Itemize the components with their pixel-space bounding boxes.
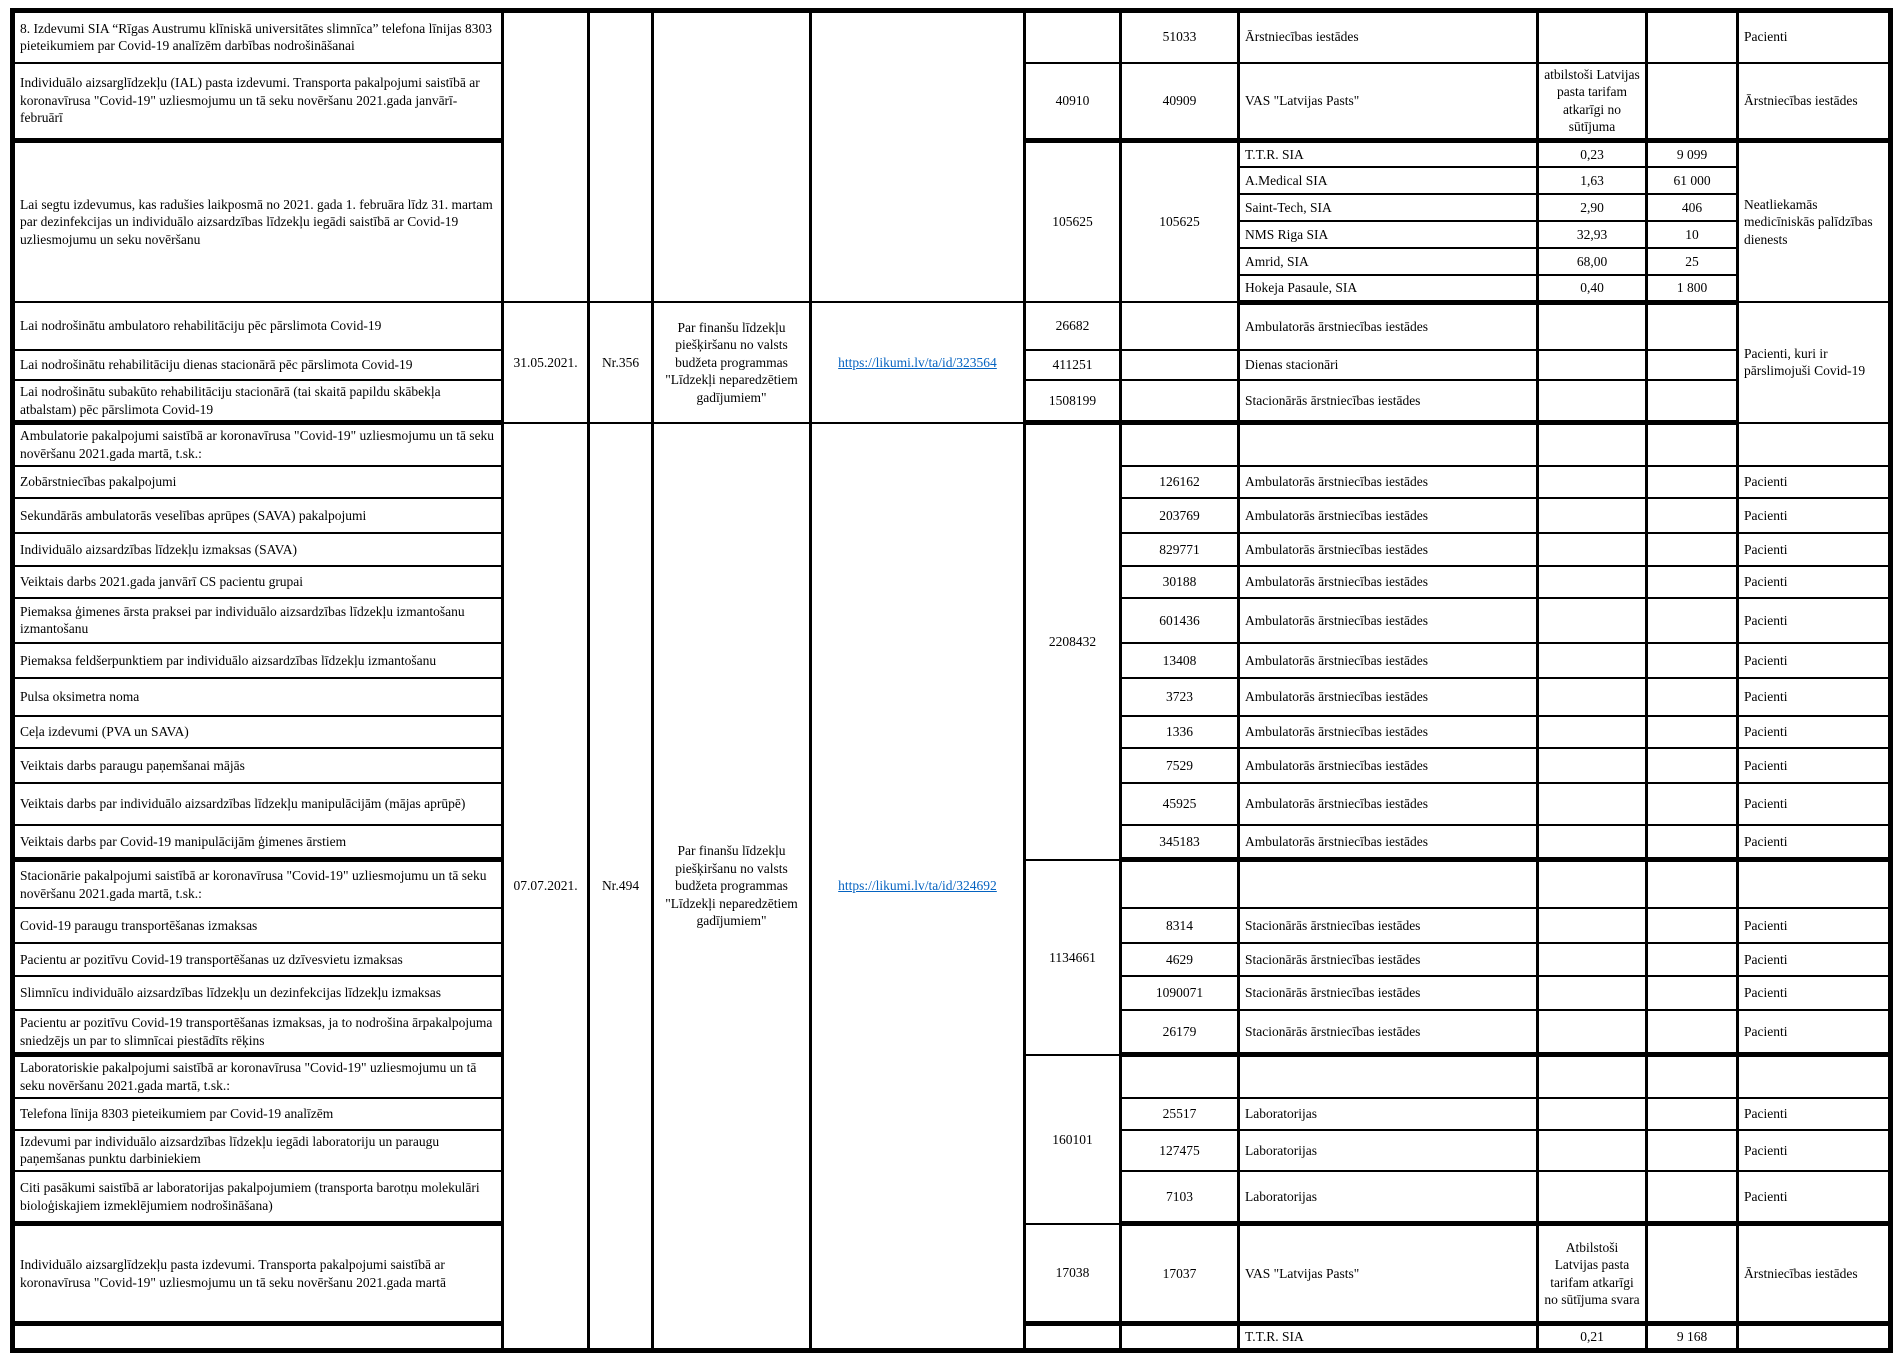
used-amount-cell: 40909 [1121, 63, 1239, 141]
tariff-cell: Atbilstoši Latvijas pasta tarifam atkarīgi no sūtījuma svara [1538, 1224, 1647, 1324]
quantity-cell [1647, 1130, 1738, 1171]
recipient-name-cell: Ambulatorās ārstniecības iestādes [1239, 566, 1538, 598]
recipient-name-cell: Laboratorijas [1239, 1171, 1538, 1224]
recipient-name-cell: VAS "Latvijas Pasts" [1239, 63, 1538, 141]
tariff-cell: 1,63 [1538, 167, 1647, 194]
final-recipient-cell: Pacienti [1738, 908, 1891, 943]
tariff-cell [1538, 643, 1647, 678]
recipient-name-cell: Laboratorijas [1239, 1098, 1538, 1130]
recipient-name-cell: Ambulatorās ārstniecības iestādes [1239, 466, 1538, 498]
purpose-cell [653, 11, 811, 303]
used-amount-cell: 8314 [1121, 908, 1239, 943]
used-amount-cell: 45925 [1121, 783, 1239, 825]
used-amount-cell [1121, 1055, 1239, 1098]
allocated-amount-cell: 160101 [1025, 1055, 1121, 1224]
final-recipient-cell: Pacienti [1738, 748, 1891, 783]
expense-description-cell: Individuālo aizsarglīdzekļu (IAL) pasta izdevumi. Transporta pakalpojumi saistībā ar koronavīrusa "Covid-19" uzliesmojumu un tā seku novēršanu 2021.gada janvārī-februārī [13, 63, 503, 141]
quantity-cell [1647, 1171, 1738, 1224]
used-amount-cell: 1090071 [1121, 976, 1239, 1010]
quantity-cell: 406 [1647, 194, 1738, 221]
expense-description-cell: Lai nodrošinātu ambulatoro rehabilitāciju pēc pārslimota Covid-19 [13, 302, 503, 350]
tariff-cell: 2,90 [1538, 194, 1647, 221]
used-amount-cell: 203769 [1121, 498, 1239, 533]
expense-description-cell: Telefona līnija 8303 pieteikumiem par Covid-19 analīzēm [13, 1098, 503, 1130]
quantity-cell [1647, 63, 1738, 141]
recipient-name-cell: T.T.R. SIA [1239, 140, 1538, 167]
likumi-link[interactable]: https://likumi.lv/ta/id/324692 [838, 878, 997, 894]
recipient-name-cell: Stacionārās ārstniecības iestādes [1239, 380, 1538, 423]
quantity-cell [1647, 1098, 1738, 1130]
quantity-cell [1647, 678, 1738, 716]
tariff-cell [1538, 825, 1647, 860]
quantity-cell [1647, 302, 1738, 350]
quantity-cell [1647, 1055, 1738, 1098]
final-recipient-cell [1738, 1324, 1891, 1351]
quantity-cell: 9 168 [1647, 1324, 1738, 1351]
final-recipient-cell: Pacienti [1738, 976, 1891, 1010]
purpose-cell: Par finanšu līdzekļu piešķiršanu no valsts budžeta programmas "Līdzekļi neparedzētiem gadījumiem" [653, 423, 811, 1351]
quantity-cell [1647, 976, 1738, 1010]
used-amount-cell: 4629 [1121, 943, 1239, 976]
final-recipient-cell: Neatliekamās medicīniskās palīdzības dienests [1738, 140, 1891, 302]
recipient-name-cell: Stacionārās ārstniecības iestādes [1239, 943, 1538, 976]
quantity-cell [1647, 566, 1738, 598]
tariff-cell: 0,21 [1538, 1324, 1647, 1351]
recipient-name-cell [1239, 860, 1538, 908]
tariff-cell [1538, 380, 1647, 423]
quantity-cell [1647, 783, 1738, 825]
expense-description-cell: Citi pasākumi saistībā ar laboratorijas pakalpojumiem (transporta barotņu molekulāri bioloģiskajiem izmeklējumiem nodrošināšana) [13, 1171, 503, 1224]
recipient-name-cell: T.T.R. SIA [1239, 1324, 1538, 1351]
final-recipient-cell: Pacienti [1738, 1130, 1891, 1171]
tariff-cell [1538, 908, 1647, 943]
tariff-cell [1538, 598, 1647, 643]
final-recipient-cell: Pacienti [1738, 716, 1891, 748]
expense-description-cell: Piemaksa feldšerpunktiem par individuālo aizsardzības līdzekļu izmantošanu [13, 643, 503, 678]
quantity-cell [1647, 860, 1738, 908]
recipient-name-cell: Dienas stacionāri [1239, 350, 1538, 380]
tariff-cell: 0,40 [1538, 275, 1647, 302]
final-recipient-cell: Pacienti [1738, 678, 1891, 716]
expense-description-cell: Veiktais darbs 2021.gada janvārī CS pacientu grupai [13, 566, 503, 598]
tariff-cell [1538, 498, 1647, 533]
recipient-name-cell: Stacionārās ārstniecības iestādes [1239, 1010, 1538, 1055]
recipient-name-cell [1239, 1055, 1538, 1098]
tariff-cell [1538, 860, 1647, 908]
expense-description-cell: Lai segtu izdevumus, kas radušies laikposmā no 2021. gada 1. februāra līdz 31. martam par dezinfekcijas un individuālo aizsardzības līdzekļu iegādi saistībā ar Covid-19 uzliesmojumu un seku novēršanu [13, 140, 503, 302]
tariff-cell: 0,23 [1538, 140, 1647, 167]
quantity-cell [1647, 11, 1738, 63]
expense-description-cell [13, 1324, 503, 1351]
recipient-name-cell: Ambulatorās ārstniecības iestādes [1239, 598, 1538, 643]
expense-description-cell: Pulsa oksimetra noma [13, 678, 503, 716]
expense-description-cell: Piemaksa ģimenes ārsta praksei par individuālo aizsardzības līdzekļu izmantošanu izmantošanu [13, 598, 503, 643]
expense-description-cell: Individuālo aizsarglīdzekļu pasta izdevumi. Transporta pakalpojumi saistībā ar koronavīrusa "Covid-19" uzliesmojumu un tā seku novēršanu 2021.gada martā [13, 1224, 503, 1324]
recipient-name-cell: VAS "Latvijas Pasts" [1239, 1224, 1538, 1324]
recipient-name-cell: Ārstniecības iestādes [1239, 11, 1538, 63]
tariff-cell [1538, 11, 1647, 63]
recipient-name-cell: A.Medical SIA [1239, 167, 1538, 194]
expense-description-cell: Ceļa izdevumi (PVA un SAVA) [13, 716, 503, 748]
tariff-cell [1538, 678, 1647, 716]
recipient-name-cell: Laboratorijas [1239, 1130, 1538, 1171]
tariff-cell [1538, 566, 1647, 598]
final-recipient-cell: Pacienti [1738, 466, 1891, 498]
final-recipient-cell [1738, 423, 1891, 466]
used-amount-cell [1121, 423, 1239, 466]
quantity-cell [1647, 716, 1738, 748]
used-amount-cell [1121, 350, 1239, 380]
used-amount-cell: 126162 [1121, 466, 1239, 498]
quantity-cell [1647, 1224, 1738, 1324]
recipient-name-cell: Stacionārās ārstniecības iestādes [1239, 976, 1538, 1010]
recipient-name-cell: Hokeja Pasaule, SIA [1239, 275, 1538, 302]
expense-description-cell: Covid-19 paraugu transportēšanas izmaksas [13, 908, 503, 943]
recipient-name-cell: Amrid, SIA [1239, 248, 1538, 275]
quantity-cell [1647, 598, 1738, 643]
recipient-name-cell: NMS Riga SIA [1239, 221, 1538, 248]
tariff-cell [1538, 943, 1647, 976]
legal-link-cell [811, 11, 1025, 303]
used-amount-cell [1121, 380, 1239, 423]
recipient-name-cell: Ambulatorās ārstniecības iestādes [1239, 498, 1538, 533]
quantity-cell [1647, 643, 1738, 678]
final-recipient-cell [1738, 860, 1891, 908]
tariff-cell [1538, 748, 1647, 783]
table-row [13, 423, 1891, 466]
purpose-cell: Par finanšu līdzekļu piešķiršanu no valsts budžeta programmas "Līdzekļi neparedzētiem gadījumiem" [653, 302, 811, 423]
order-number-cell: Nr.494 [589, 423, 653, 1351]
recipient-name-cell: Ambulatorās ārstniecības iestādes [1239, 783, 1538, 825]
quantity-cell [1647, 943, 1738, 976]
tariff-cell [1538, 423, 1647, 466]
expense-description-cell: Veiktais darbs par individuālo aizsardzības līdzekļu manipulācijām (mājas aprūpē) [13, 783, 503, 825]
quantity-cell: 1 800 [1647, 275, 1738, 302]
quantity-cell [1647, 466, 1738, 498]
recipient-name-cell: Stacionārās ārstniecības iestādes [1239, 908, 1538, 943]
decision-date-cell: 07.07.2021. [503, 423, 589, 1351]
quantity-cell [1647, 533, 1738, 566]
used-amount-cell: 7529 [1121, 748, 1239, 783]
quantity-cell [1647, 748, 1738, 783]
recipient-name-cell: Ambulatorās ārstniecības iestādes [1239, 533, 1538, 566]
expense-description-cell: Lai nodrošinātu subakūto rehabilitāciju stacionārā (tai skaitā papildu skābekļa atbalstam) pēc pārslimota Covid-19 [13, 380, 503, 423]
final-recipient-cell: Pacienti [1738, 643, 1891, 678]
expense-description-cell: Ambulatorie pakalpojumi saistībā ar koronavīrusa "Covid-19" uzliesmojumu un tā seku novēršanu 2021.gada martā, t.sk.: [13, 423, 503, 466]
tariff-cell: atbilstoši Latvijas pasta tarifam atkarīgi no sūtījuma [1538, 63, 1647, 141]
decision-date-cell [503, 11, 589, 303]
tariff-cell [1538, 1130, 1647, 1171]
expense-description-cell: Pacientu ar pozitīvu Covid-19 transportēšanas izmaksas, ja to nodrošina ārpakalpojuma sniedzējs un par to slimnīcai piestādīts rēķins [13, 1010, 503, 1055]
used-amount-cell: 601436 [1121, 598, 1239, 643]
used-amount-cell [1121, 860, 1239, 908]
order-number-cell [589, 11, 653, 303]
recipient-name-cell: Ambulatorās ārstniecības iestādes [1239, 678, 1538, 716]
expense-description-cell: Zobārstniecības pakalpojumi [13, 466, 503, 498]
expense-description-cell: Pacientu ar pozitīvu Covid-19 transportēšanas uz dzīvesvietu izmaksas [13, 943, 503, 976]
final-recipient-cell: Pacienti [1738, 566, 1891, 598]
expense-description-cell: Stacionārie pakalpojumi saistībā ar koronavīrusa "Covid-19" uzliesmojumu un tā seku novēršanu 2021.gada martā, t.sk.: [13, 860, 503, 908]
tariff-cell [1538, 1010, 1647, 1055]
quantity-cell [1647, 1010, 1738, 1055]
final-recipient-cell [1738, 1055, 1891, 1098]
tariff-cell [1538, 302, 1647, 350]
used-amount-cell: 17037 [1121, 1224, 1239, 1324]
used-amount-cell: 3723 [1121, 678, 1239, 716]
likumi-link[interactable]: https://likumi.lv/ta/id/323564 [838, 354, 997, 370]
quantity-cell: 25 [1647, 248, 1738, 275]
expense-description-cell: Lai nodrošinātu rehabilitāciju dienas stacionārā pēc pārslimota Covid-19 [13, 350, 503, 380]
tariff-cell [1538, 783, 1647, 825]
used-amount-cell: 1336 [1121, 716, 1239, 748]
final-recipient-cell: Pacienti [1738, 498, 1891, 533]
tariff-cell [1538, 1098, 1647, 1130]
order-number-cell: Nr.356 [589, 302, 653, 423]
quantity-cell: 9 099 [1647, 140, 1738, 167]
allocated-amount-cell [1025, 1324, 1121, 1351]
used-amount-cell: 7103 [1121, 1171, 1239, 1224]
quantity-cell [1647, 908, 1738, 943]
used-amount-cell: 30188 [1121, 566, 1239, 598]
expense-table-body [13, 11, 1891, 1351]
final-recipient-cell: Ārstniecības iestādes [1738, 63, 1891, 141]
final-recipient-cell: Pacienti [1738, 783, 1891, 825]
legal-link-cell [811, 423, 1025, 1351]
expense-table [10, 8, 1893, 1353]
tariff-cell [1538, 716, 1647, 748]
used-amount-cell: 345183 [1121, 825, 1239, 860]
expense-description-cell: Sekundārās ambulatorās veselības aprūpes (SAVA) pakalpojumi [13, 498, 503, 533]
final-recipient-cell: Pacienti [1738, 1171, 1891, 1224]
tariff-cell [1538, 976, 1647, 1010]
final-recipient-cell: Ārstniecības iestādes [1738, 1224, 1891, 1324]
recipient-name-cell: Ambulatorās ārstniecības iestādes [1239, 748, 1538, 783]
final-recipient-cell: Pacienti [1738, 1098, 1891, 1130]
allocated-amount-cell: 2208432 [1025, 423, 1121, 860]
expense-description-cell: Veiktais darbs paraugu paņemšanai mājās [13, 748, 503, 783]
quantity-cell: 10 [1647, 221, 1738, 248]
allocated-amount-cell: 40910 [1025, 63, 1121, 141]
table-row [13, 302, 1891, 350]
recipient-name-cell: Ambulatorās ārstniecības iestādes [1239, 643, 1538, 678]
expense-description-cell: Laboratoriskie pakalpojumi saistībā ar koronavīrusa "Covid-19" uzliesmojumu un tā seku novēršanu 2021.gada martā, t.sk.: [13, 1055, 503, 1098]
used-amount-cell: 829771 [1121, 533, 1239, 566]
expense-description-cell: Veiktais darbs par Covid-19 manipulācijām ģimenes ārstiem [13, 825, 503, 860]
expense-description-cell: Izdevumi par individuālo aizsardzības līdzekļu iegādi laboratoriju un paraugu paņemšanas punktu darbiniekiem [13, 1130, 503, 1171]
quantity-cell [1647, 423, 1738, 466]
allocated-amount-cell: 26682 [1025, 302, 1121, 350]
final-recipient-cell: Pacienti, kuri ir pārslimojuši Covid-19 [1738, 302, 1891, 423]
recipient-name-cell: Saint-Tech, SIA [1239, 194, 1538, 221]
used-amount-cell: 105625 [1121, 140, 1239, 302]
allocated-amount-cell: 1508199 [1025, 380, 1121, 423]
tariff-cell [1538, 1171, 1647, 1224]
table-row [13, 11, 1891, 63]
used-amount-cell: 26179 [1121, 1010, 1239, 1055]
allocated-amount-cell: 17038 [1025, 1224, 1121, 1324]
recipient-name-cell: Ambulatorās ārstniecības iestādes [1239, 825, 1538, 860]
expense-description-cell: 8. Izdevumi SIA “Rīgas Austrumu klīniskā universitātes slimnīca” telefona līnijas 8303 pieteikumiem par Covid-19 analīzēm darbības nodrošināšanai [13, 11, 503, 63]
used-amount-cell [1121, 1324, 1239, 1351]
expense-description-cell: Slimnīcu individuālo aizsardzības līdzekļu un dezinfekcijas līdzekļu izmaksas [13, 976, 503, 1010]
tariff-cell [1538, 1055, 1647, 1098]
final-recipient-cell: Pacienti [1738, 1010, 1891, 1055]
legal-link-cell [811, 302, 1025, 423]
used-amount-cell: 51033 [1121, 11, 1239, 63]
tariff-cell: 32,93 [1538, 221, 1647, 248]
recipient-name-cell: Ambulatorās ārstniecības iestādes [1239, 716, 1538, 748]
recipient-name-cell: Ambulatorās ārstniecības iestādes [1239, 302, 1538, 350]
expense-description-cell: Individuālo aizsardzības līdzekļu izmaksas (SAVA) [13, 533, 503, 566]
tariff-cell [1538, 533, 1647, 566]
used-amount-cell: 13408 [1121, 643, 1239, 678]
final-recipient-cell: Pacienti [1738, 825, 1891, 860]
recipient-name-cell [1239, 423, 1538, 466]
decision-date-cell: 31.05.2021. [503, 302, 589, 423]
quantity-cell [1647, 498, 1738, 533]
used-amount-cell [1121, 302, 1239, 350]
final-recipient-cell: Pacienti [1738, 598, 1891, 643]
final-recipient-cell: Pacienti [1738, 11, 1891, 63]
allocated-amount-cell [1025, 11, 1121, 63]
tariff-cell: 68,00 [1538, 248, 1647, 275]
final-recipient-cell: Pacienti [1738, 533, 1891, 566]
used-amount-cell: 127475 [1121, 1130, 1239, 1171]
allocated-amount-cell: 411251 [1025, 350, 1121, 380]
quantity-cell [1647, 380, 1738, 423]
final-recipient-cell: Pacienti [1738, 943, 1891, 976]
quantity-cell: 61 000 [1647, 167, 1738, 194]
quantity-cell [1647, 350, 1738, 380]
tariff-cell [1538, 350, 1647, 380]
allocated-amount-cell: 1134661 [1025, 860, 1121, 1055]
tariff-cell [1538, 466, 1647, 498]
allocated-amount-cell: 105625 [1025, 140, 1121, 302]
used-amount-cell: 25517 [1121, 1098, 1239, 1130]
quantity-cell [1647, 825, 1738, 860]
